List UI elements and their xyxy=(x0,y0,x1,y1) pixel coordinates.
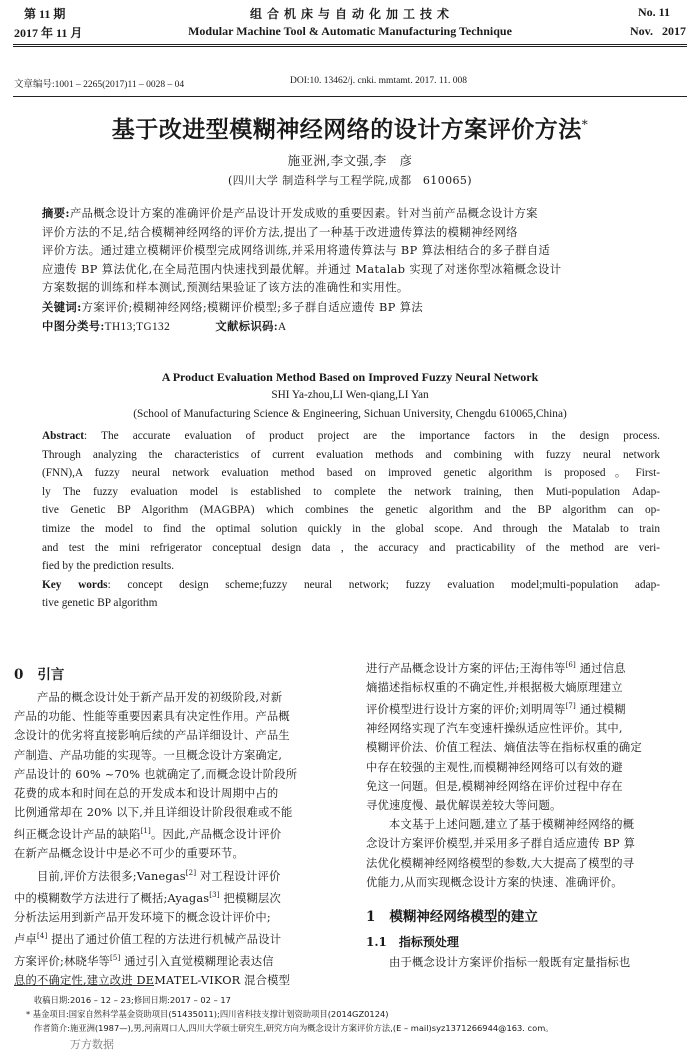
citation-ref: [4] xyxy=(37,931,48,940)
watermark: 万方数据 xyxy=(70,1038,114,1051)
header-rule xyxy=(13,44,687,45)
footnote-author: 作者简介:施亚洲(1987—),男,河南周口人,四川大学硕士研究生,研究方向为概念设计方案评价方法,(E – mail)syz1371266944@163. com。 xyxy=(34,1023,554,1033)
authors-zh: 施亚洲,李文强,李 彦 xyxy=(287,153,413,168)
doi: DOI:10. 13462/j. cnki. mmtamt. 2017. 11. 008 xyxy=(290,76,467,86)
footnote-funding: * 基金项目:国家自然科学基金资助项目(51435011);四川省科技支撑计划资助项目(2014GZ0124) xyxy=(26,1009,389,1019)
citation-ref: [5] xyxy=(109,953,121,962)
affiliation-en: (School of Manufacturing Science & Engineering, Sichuan University, Chengdu 610065,China) xyxy=(133,408,567,420)
citation-ref: [2] xyxy=(185,868,197,877)
section-1-1-heading: 1.1 指标预处理 xyxy=(366,935,459,949)
paper-title-en: A Product Evaluation Method Based on Improved Fuzzy Neural Network xyxy=(161,370,539,384)
citation-ref: [6] xyxy=(565,661,576,669)
right-column: 进行产品概念设计方案的评估;王海伟等[6] 通过信息 熵描述指标权重的不确定性,并根据极大熵原理建立 评价模型进行设计方案的评价;刘明周等[7] 通过模糊 神经网络实现了汽车变速杆操纵适应性评价。其中, 模糊评价法、价值工程法、熵值法等在指标权重的确定 中存在较强的主观性,而模糊神经网络可以有效的避 免这一问题。但是,模糊神经网络在评价过程中存在 寻优速度慢、最优解误差较大等问题。 本文基于上述问题,建立了基于模糊神经网络的概 念设计方案评价模型,并采用多子群自适应遗传 BP 算 法优化模糊神经网络模型的参数,大大提高了模型的寻 优能力,从而实现概念设计方案的快速、准确评价。 xyxy=(366,661,642,889)
journal-title-en: Modular Machine Tool & Automatic Manufacturing Technique xyxy=(188,24,512,38)
citation-ref: [1] xyxy=(140,827,151,836)
citation-ref: [7] xyxy=(565,702,576,711)
date-zh: 2017 年 11 月 xyxy=(14,26,83,40)
date-en: Nov. 2017 xyxy=(629,24,686,38)
authors-en: SHI Ya-zhou,LI Wen-qiang,LI Yan xyxy=(271,389,429,401)
issue-zh: 第 11 期 xyxy=(24,7,66,21)
citation-ref: [3] xyxy=(209,890,220,899)
left-column: 产品的概念设计处于新产品开发的初级阶段,对新 产品的功能、性能等重要因素具有决定性作用。产品概 念设计的优劣将直接影响后续的产品详细设计、产品生 产制造、产品功能的实现等。一旦概念设计方案确定, 产品设计的 60% ~70% 也就确定了,而概念设计阶段所 花费的成本和时间在总的开发成本和设计周期中占的 比例通常却在 20% 以下,并且详细设计阶段很难或不能 纠正概念设计产品的缺陷[1]。因此,产品概念设计评价 在新产品概念设计中是必不可少的重要环节。 目前,评价方法很多;Vanegas[2] 对工程设计评价 中的模糊数学方法进行了概括;Ayagas[3] 把模糊层次 分析法运用到新产品开发环境下的概念设计评价中; 卢卓[4] 提出了通过价值工程的方法进行机械产品设计 方案评价;林晓华等[5] 通过引入直觉模糊理论表达信 息的不确定性,建立改进 DEMATEL-VIKOR 混合模型 xyxy=(14,691,298,987)
header-rule-2 xyxy=(13,46,687,47)
section-0-heading: 0 引言 xyxy=(14,667,65,683)
meta-rule xyxy=(13,96,687,97)
keywords-zh: 方案评价;模糊神经网络;模糊评价模型;多子群自适应遗传 BP 算法 xyxy=(81,300,424,314)
abstract-zh-label: 摘要: xyxy=(42,206,70,220)
section-1-heading: 1 模糊神经网络模型的建立 xyxy=(366,909,538,925)
journal-title-zh: 组 合 机 床 与 自 动 化 加 工 技 术 xyxy=(249,7,450,21)
abstract-zh: 摘要:产品概念设计方案的准确评价是产品设计开发成败的重要因素。针对当前产品概念设计方案 评价方法的不足,结合模糊神经网络的评价方法,提出了一种基于改进遗传算法的模糊神经网络 评价方法。通过建立模糊评价模型完成网络训练,并采用将遗传算法与 BP 算法相结合的多子群自适 应遗传 BP 算法优化,在全局范围内快速找到最优解。并通过 Matalab 实现了对迷你型冰箱概念设计 方案数据的训练和样本测试,预测结果验证了该方法的准确性和实用性。 关键词:方案评价;模糊神经网络;模糊评价模型;多子群自适应遗传 BP 算法 中图分类号:TH13;TG132 文献标识码:A xyxy=(42,204,662,336)
article-number: 文章编号:1001 – 2265(2017)11 – 0028 – 04 xyxy=(14,80,185,90)
abstract-en: Abstract: The accurate evaluation of product project are the importance factors in the design process. Through analyzing the characteristics of current evaluation methods and combining with fuzzy neural network (FNN),A fuzzy neural network evaluation method based on improved genetic algorithm is proposed。First- ly The fuzzy evaluation model is established to complete the network training, then Muti-population Adap- tive Genetic BP Algorithm (MAGBPA) which combines the genetic algorithm and the BP algorithm can op- timize the model to find the optimal solution quickly in the global scope. And through the Matalab to train and test the mini refrigerator conceptual design data , the accuracy and practicability of the method are veri- fied by the prediction results. Key words: concept design scheme;fuzzy neural network; fuzzy evaluation model;multi-population adap- tive genetic BP algorithm xyxy=(42,430,660,610)
affiliation-zh: (四川大学 制造科学与工程学院,成都 610065) xyxy=(228,174,472,187)
keywords-en: Key words: concept design scheme;fuzzy neural network; fuzzy evaluation model;multi-population adap- xyxy=(42,578,660,591)
footnote-rule xyxy=(14,985,154,986)
right-column-last-line: 由于概念设计方案评价指标一般既有定量指标也 xyxy=(366,956,631,969)
issue-en: No. 11 xyxy=(637,5,670,19)
classification: 中图分类号:TH13;TG132 文献标识码:A xyxy=(42,320,287,333)
footnote-dates: 收稿日期:2016 – 12 – 23;修回日期:2017 – 02 – 17 xyxy=(34,995,231,1005)
paper-title-zh: 基于改进型模糊神经网络的设计方案评价方法* xyxy=(111,116,589,143)
